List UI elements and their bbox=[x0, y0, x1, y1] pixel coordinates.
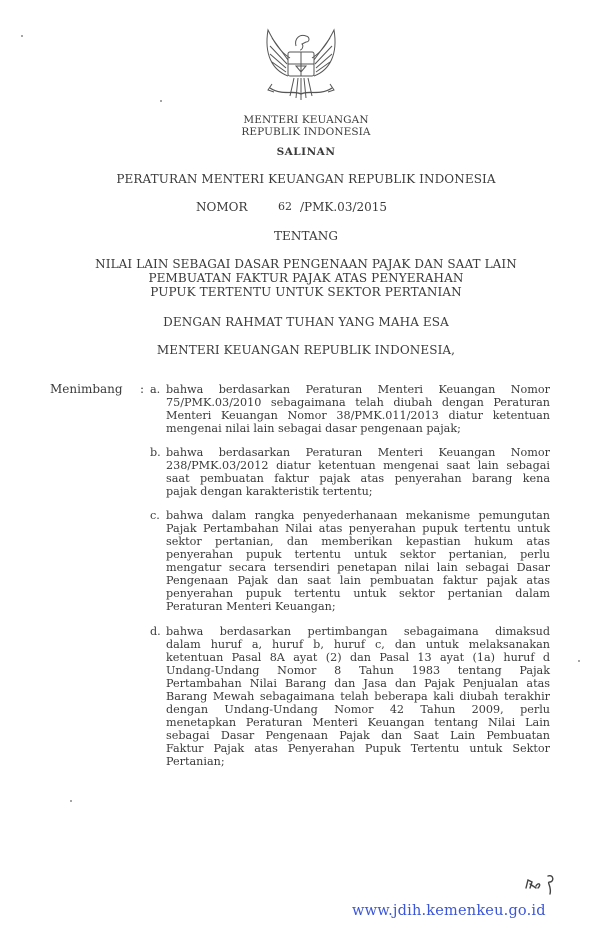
scan-speck bbox=[578, 660, 580, 662]
paraf-signature-icon bbox=[524, 872, 560, 896]
copy-label: SALINAN bbox=[276, 146, 336, 158]
item-body bbox=[166, 625, 550, 768]
invocation: DENGAN RAHMAT TUHAN YANG MAHA ESA bbox=[163, 315, 449, 329]
text-line: sektor pertanian, dan memberikan kepastian hukum atas bbox=[166, 535, 550, 548]
subject-line-3: PUPUK TERTENTU UNTUK SEKTOR PERTANIAN bbox=[150, 285, 462, 299]
text-line: penyerahan pupuk tertentu untuk sektor pertanian, perlu bbox=[166, 548, 550, 561]
text-line: Menteri Keuangan Nomor 38/PMK.011/2013 diatur ketentuan bbox=[166, 409, 550, 422]
menimbang-label: Menimbang bbox=[50, 382, 123, 396]
subject-line-1: NILAI LAIN SEBAGAI DASAR PENGENAAN PAJAK DAN SAAT LAIN bbox=[95, 257, 517, 271]
institution-line-1: MENTERI KEUANGAN bbox=[243, 114, 369, 126]
text-line: menetapkan Peraturan Menteri Keuangan tentang Nilai Lain bbox=[166, 716, 550, 729]
text-line: sebagai Dasar Pengenaan Pajak dan Saat Lain Pembuatan bbox=[166, 729, 550, 742]
text-line: Pertanian; bbox=[166, 755, 225, 768]
consideration-item-b bbox=[150, 446, 550, 498]
text-line: ketentuan Pasal 8A ayat (2) dan Pasal 13 ayat (1a) huruf d bbox=[166, 651, 550, 664]
text-line: bahwa berdasarkan pertimbangan sebagaimana dimaksud bbox=[166, 625, 550, 638]
menimbang-colon: : bbox=[140, 382, 145, 396]
scan-speck bbox=[70, 800, 72, 802]
text-line: Faktur Pajak atas Penyerahan Pupuk Tertentu untuk Sektor bbox=[166, 742, 550, 755]
institution-line-2: REPUBLIK INDONESIA bbox=[241, 126, 371, 138]
text-line: saat pembuatan faktur pajak atas penyerahan barang kena bbox=[166, 472, 550, 485]
text-line: dalam huruf a, huruf b, huruf c, dan untuk melaksanakan bbox=[166, 638, 550, 651]
item-body bbox=[166, 446, 550, 498]
text-line: pajak dengan karakteristik tertentu; bbox=[166, 485, 373, 498]
nomor-code: /PMK.03/2015 bbox=[300, 200, 388, 214]
text-line: Pajak Pertambahan Nilai atas penyerahan pupuk tertentu untuk bbox=[166, 522, 550, 535]
consideration-item-d bbox=[150, 625, 550, 768]
item-body bbox=[166, 383, 550, 435]
text-line: bahwa berdasarkan Peraturan Menteri Keuangan Nomor bbox=[166, 383, 550, 396]
text-line: Pengenaan Pajak dan saat lain pembuatan faktur pajak atas bbox=[166, 574, 550, 587]
consideration-item-c bbox=[150, 509, 550, 613]
text-line: penyerahan pupuk tertentu untuk sektor pertanian dalam bbox=[166, 587, 550, 600]
subject-line-2: PEMBUATAN FAKTUR PAJAK ATAS PENYERAHAN bbox=[148, 271, 464, 285]
text-line: mengenai nilai lain sebagai dasar pengenaan pajak; bbox=[166, 422, 461, 435]
item-body bbox=[166, 509, 550, 613]
scan-speck bbox=[21, 35, 23, 37]
text-line: dengan Undang-Undang Nomor 42 Tahun 2009, perlu bbox=[166, 703, 550, 716]
text-line: 75/PMK.03/2010 sebagaimana telah diubah dengan Peraturan bbox=[166, 396, 550, 409]
item-letter: b. bbox=[150, 446, 161, 459]
text-line: 238/PMK.03/2012 diatur ketentuan mengenai saat lain sebagai bbox=[166, 459, 550, 472]
text-line: bahwa dalam rangka penyederhanaan mekanisme pemungutan bbox=[166, 509, 550, 522]
item-letter: a. bbox=[150, 383, 161, 396]
consideration-item-a bbox=[150, 383, 550, 435]
scan-speck bbox=[160, 100, 162, 102]
text-line: Barang Mewah sebagaimana telah beberapa kali diubah terakhir bbox=[166, 690, 550, 703]
text-line: mengatur secara tersendiri penetapan nilai lain sebagai Dasar bbox=[166, 561, 550, 574]
tentang-label: TENTANG bbox=[273, 229, 339, 243]
garuda-emblem-icon bbox=[258, 24, 344, 106]
item-letter: d. bbox=[150, 625, 161, 638]
nomor-label: NOMOR bbox=[196, 200, 248, 214]
jdih-website-link[interactable]: www.jdih.kemenkeu.go.id bbox=[352, 903, 546, 919]
text-line: Undang-Undang Nomor 8 Tahun 1983 tentang Pajak bbox=[166, 664, 550, 677]
nomor-number: 62 bbox=[278, 200, 292, 213]
regulation-type: PERATURAN MENTERI KEUANGAN REPUBLIK INDONESIA bbox=[116, 172, 496, 186]
text-line: Peraturan Menteri Keuangan; bbox=[166, 600, 336, 613]
issuer: MENTERI KEUANGAN REPUBLIK INDONESIA, bbox=[156, 343, 456, 357]
item-letter: c. bbox=[150, 509, 160, 522]
text-line: bahwa berdasarkan Peraturan Menteri Keuangan Nomor bbox=[166, 446, 550, 459]
text-line: Pertambahan Nilai Barang dan Jasa dan Pajak Penjualan atas bbox=[166, 677, 550, 690]
